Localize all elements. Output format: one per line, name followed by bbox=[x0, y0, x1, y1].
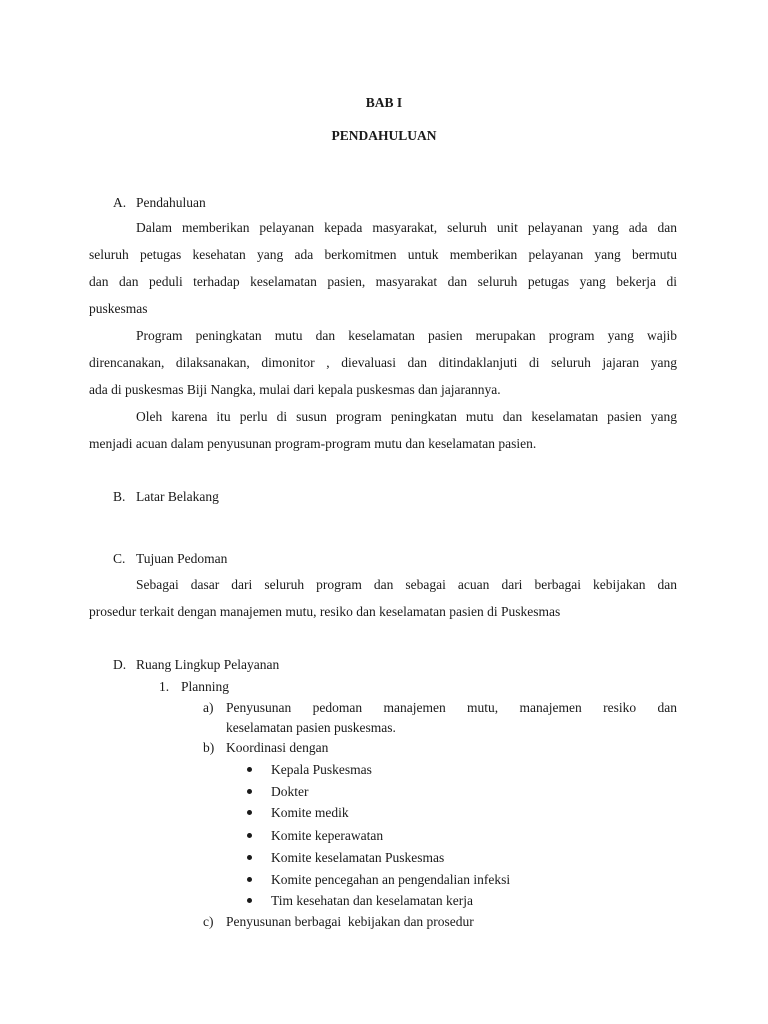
section-c-marker: C. bbox=[113, 551, 126, 566]
bullet-icon bbox=[247, 833, 252, 838]
bullet-icon bbox=[247, 767, 252, 772]
section-a-paragraph-1-line-2: seluruh petugas kesehatan yang ada berkomitmen untuk memberikan pelayanan yang bermutu bbox=[89, 247, 677, 262]
sub-item-a-line-2: keselamatan pasien puskesmas. bbox=[226, 720, 396, 735]
list-item-1-label: Planning bbox=[181, 679, 230, 694]
bullet-icon bbox=[247, 810, 252, 815]
bullet-item-komite-pencegahan: Komite pencegahan an pengendalian infeksi bbox=[271, 872, 511, 887]
section-c-paragraph-line-2: prosedur terkait dengan manajemen mutu, resiko dan keselamatan pasien di Puskesmas bbox=[89, 604, 561, 619]
section-a-marker: A. bbox=[113, 195, 127, 210]
section-d-heading: Ruang Lingkup Pelayanan bbox=[136, 657, 280, 672]
section-c-heading: Tujuan Pedoman bbox=[136, 551, 228, 566]
bullet-item-komite-keselamatan: Komite keselamatan Puskesmas bbox=[271, 850, 445, 865]
bullet-item-kepala-puskesmas: Kepala Puskesmas bbox=[271, 762, 372, 777]
sub-item-a-line-1: Penyusunan pedoman manajemen mutu, manajemen resiko dan bbox=[226, 700, 677, 715]
section-c-paragraph-line-1: Sebagai dasar dari seluruh program dan sebagai acuan dari berbagai kebijakan dan bbox=[136, 577, 677, 592]
sub-item-a-marker: a) bbox=[203, 700, 214, 715]
section-a-paragraph-1-line-1: Dalam memberikan pelayanan kepada masyarakat, seluruh unit pelayanan yang ada dan bbox=[136, 220, 677, 235]
bullet-item-komite-keperawatan: Komite keperawatan bbox=[271, 828, 384, 843]
bullet-item-dokter: Dokter bbox=[271, 784, 309, 799]
section-a-paragraph-1-line-3: dan dan peduli terhadap keselamatan pasien, masyarakat dan seluruh petugas yang bekerja di bbox=[89, 274, 677, 289]
bullet-item-tim-k3: Tim kesehatan dan keselamatan kerja bbox=[271, 893, 473, 908]
section-a-paragraph-2-line-1: Program peningkatan mutu dan keselamatan pasien merupakan program yang wajib bbox=[136, 328, 677, 343]
section-b-heading: Latar Belakang bbox=[136, 489, 219, 504]
bullet-icon bbox=[247, 877, 252, 882]
sub-item-b-text: Koordinasi dengan bbox=[226, 740, 329, 755]
chapter-title: PENDAHULUAN bbox=[331, 128, 437, 143]
section-b-marker: B. bbox=[113, 489, 126, 504]
section-a-paragraph-3-line-1: Oleh karena itu perlu di susun program peningkatan mutu dan keselamatan pasien yang bbox=[136, 409, 677, 424]
bullet-icon bbox=[247, 898, 252, 903]
section-a-heading: Pendahuluan bbox=[136, 195, 206, 210]
section-a-paragraph-2-line-2: direncanakan, dilaksanakan, dimonitor , dievaluasi dan ditindaklanjuti di seluruh jajaran yang bbox=[89, 355, 677, 370]
section-a-paragraph-1-line-4: puskesmas bbox=[89, 301, 148, 316]
sub-item-c-marker: c) bbox=[203, 914, 214, 929]
bullet-item-komite-medik: Komite medik bbox=[271, 805, 349, 820]
sub-item-c-text: Penyusunan berbagai kebijakan dan prosedur bbox=[226, 914, 474, 929]
section-a-paragraph-2-line-3: ada di puskesmas Biji Nangka, mulai dari kepala puskesmas dan jajarannya. bbox=[89, 382, 501, 397]
bullet-icon bbox=[247, 789, 252, 794]
section-a-paragraph-3-line-2: menjadi acuan dalam penyusunan program-program mutu dan keselamatan pasien. bbox=[89, 436, 537, 451]
bullet-icon bbox=[247, 855, 252, 860]
chapter-label: BAB I bbox=[365, 95, 403, 110]
section-d-marker: D. bbox=[113, 657, 127, 672]
sub-item-b-marker: b) bbox=[203, 740, 215, 755]
list-item-1-marker: 1. bbox=[159, 679, 170, 694]
